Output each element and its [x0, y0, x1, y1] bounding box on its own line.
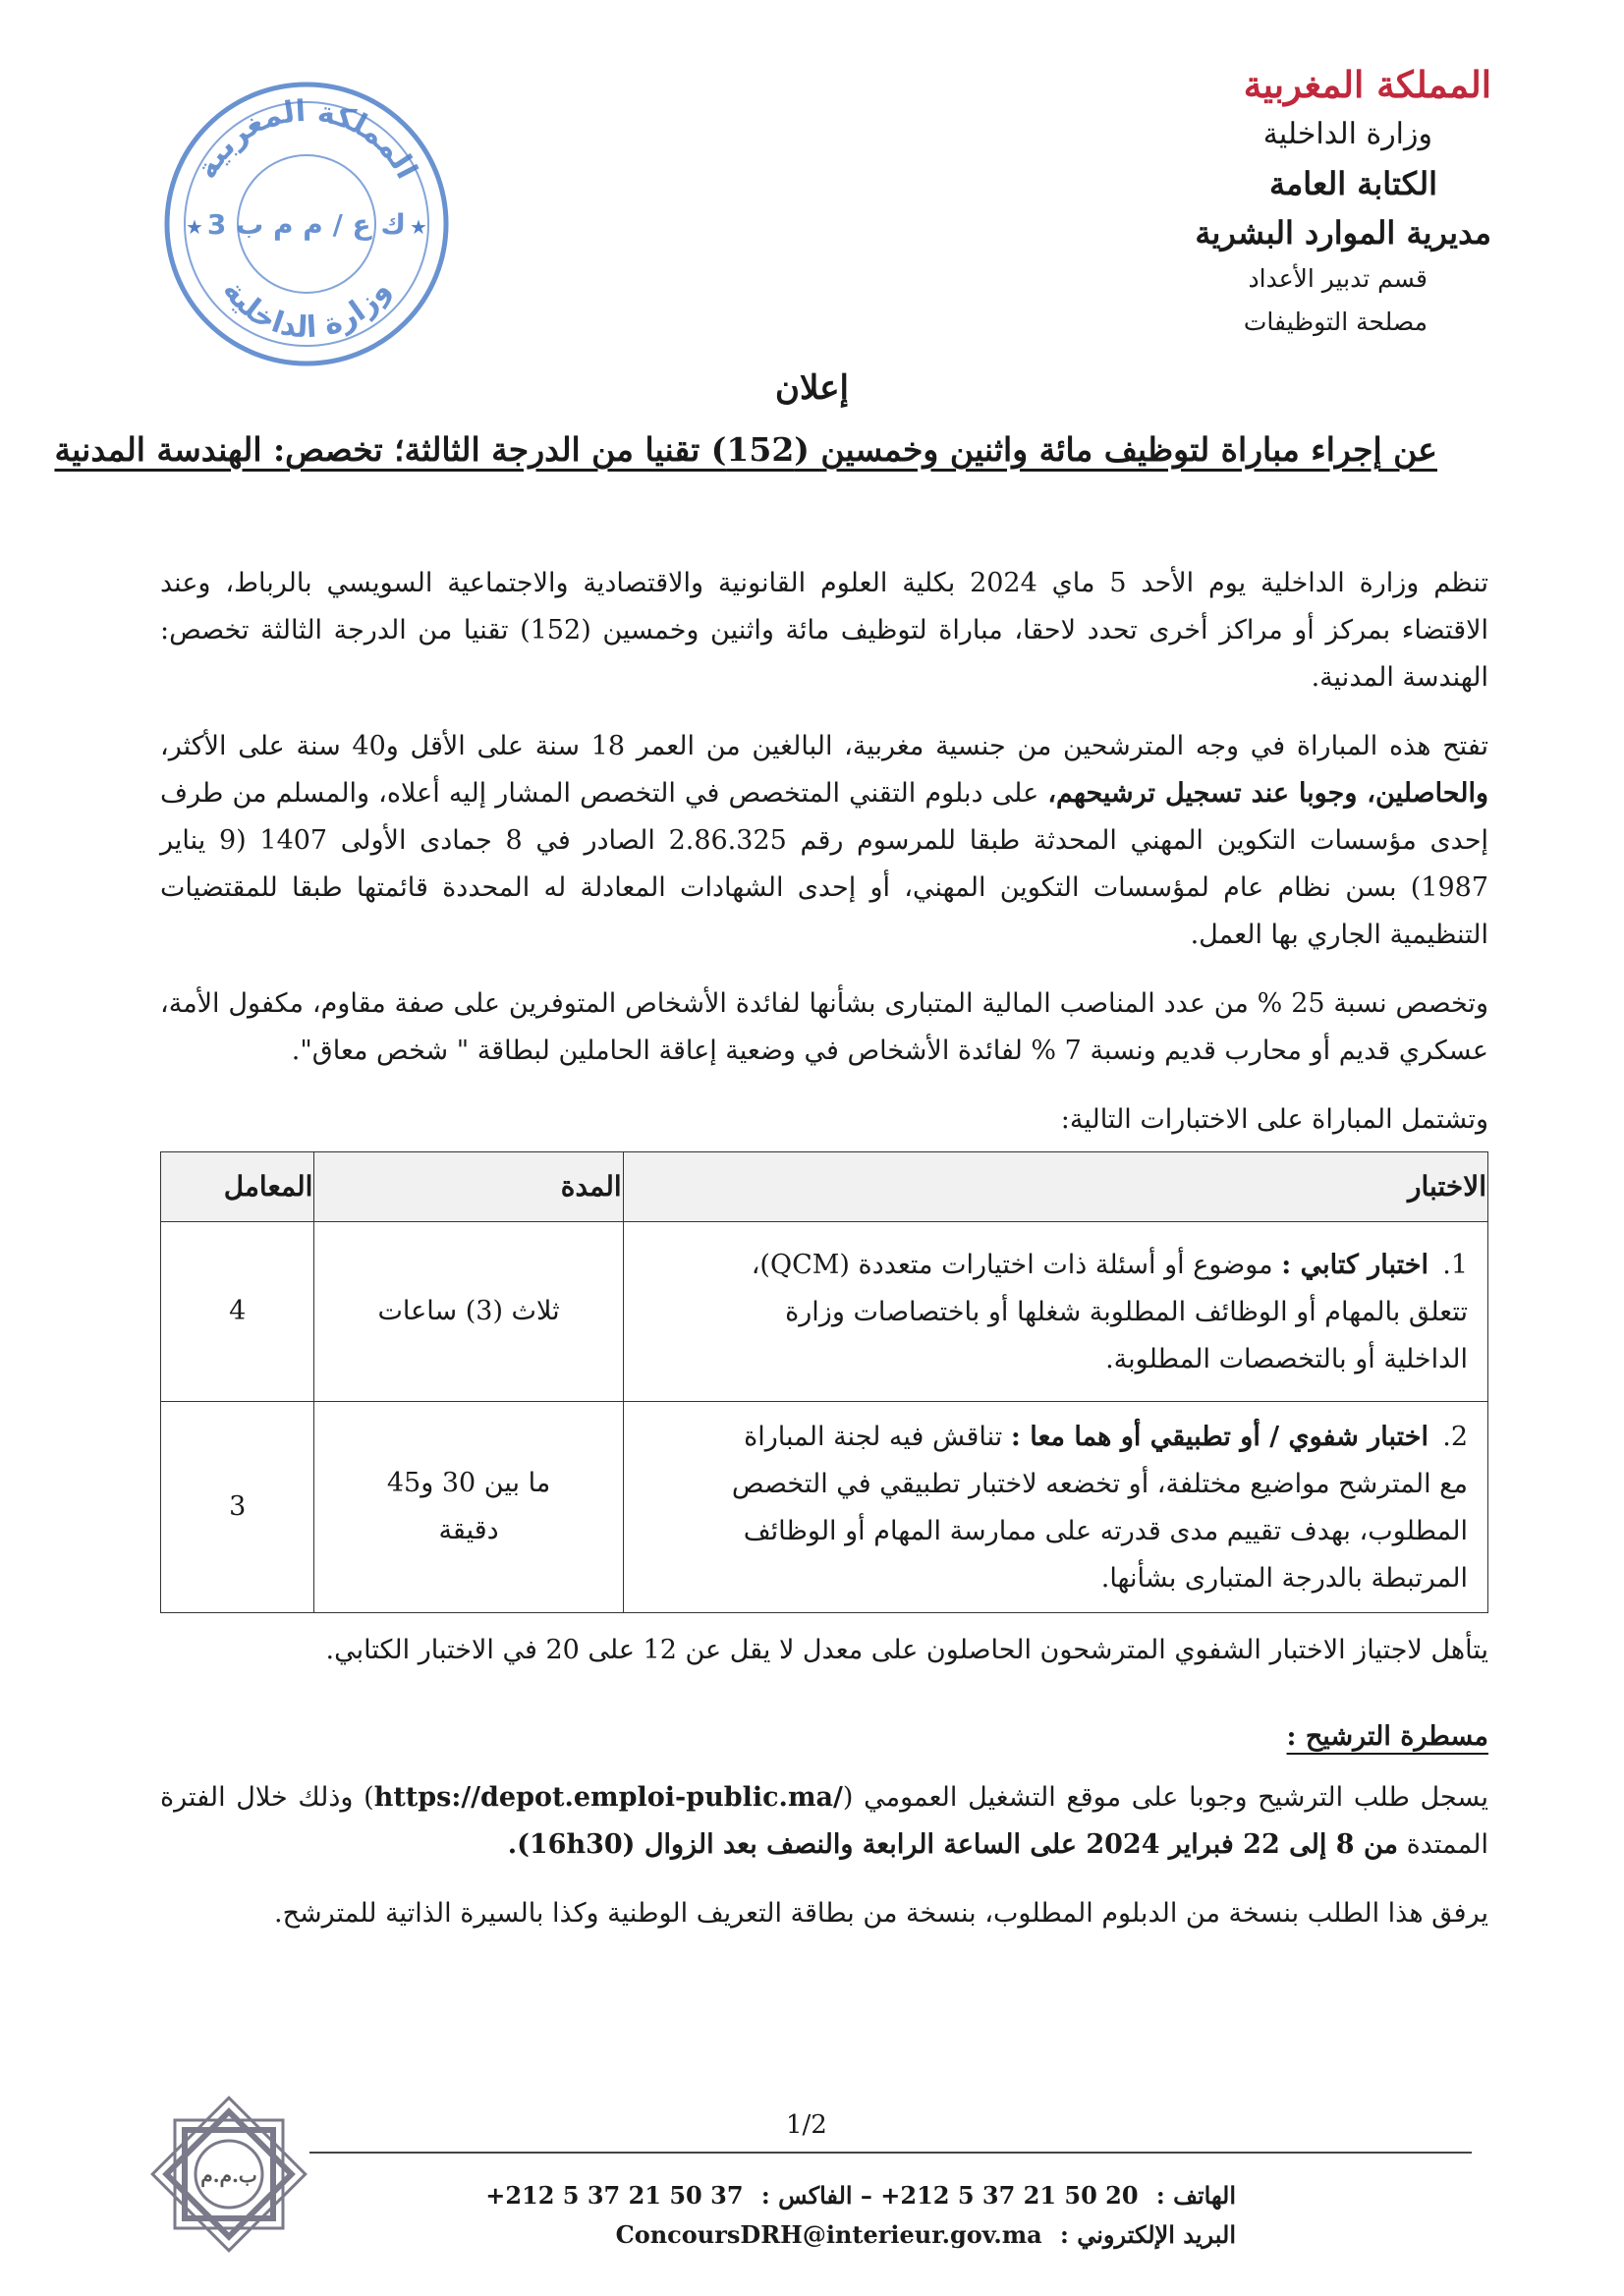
contact-info: [352, 2176, 1236, 2255]
phone-label: الهاتف :: [1155, 2181, 1236, 2210]
stamp-top-text: المملكة المغربية: [189, 93, 424, 185]
paragraph-venue: تنظم وزارة الداخلية يوم الأحد 5 ماي 2024 بكلية العلوم القانونية والاقتصادية والاجتماعية السويسي بالرباط، وعند الاقتضاء بمركز أو مراكز أخرى تحدد لاحقا، مباراة لتوظيف مائة واثنين وخمسين (152) تقنيا من الدرجة الثالثة تخصص: الهندسة المدنية.: [160, 568, 1488, 693]
paragraph-quota: وتخصص نسبة 25 % من عدد المناصب المالية المتبارى بشأنها لفائدة الأشخاص المتوفرين على صفة مقاوم، مكفول الأمة، عسكري قديم أو محارب قديم ونسبة 7 % لفائدة الأشخاص في وضعية إعاقة الحاملين لبطاقة " شخص معاق".: [160, 988, 1488, 1066]
announcement-title: إعلان: [775, 368, 849, 408]
contact-phone-line: [352, 2176, 1236, 2215]
text-span: ) وذلك خلال الفترة الممتدة: [160, 1782, 1488, 1860]
official-stamp: [159, 77, 454, 371]
table-row: [161, 1402, 1488, 1613]
page-number: 1/2: [786, 2110, 827, 2140]
stamp-bottom-text: وزارة الداخلية: [215, 273, 398, 346]
division-name: قسم تدبير الأعداد: [1248, 264, 1428, 293]
announcement-body: [160, 560, 1488, 1959]
footer-divider: [309, 2152, 1472, 2154]
duration-cell: ثلاث (3) ساعات: [314, 1222, 623, 1402]
application-link[interactable]: https://depot.emploi-public.ma/: [373, 1782, 843, 1813]
header-coef: المعامل: [161, 1152, 314, 1222]
table-row: [161, 1222, 1488, 1402]
test-description: موضوع أو أسئلة ذات اختيارات متعددة (QCM)، تتعلق بالمهام أو الوظائف المطلوبة شغلها أو باختصاصات وزارة الداخلية أو بالتخصصات المطلوبة.: [751, 1250, 1468, 1374]
paragraph-eligibility: [160, 723, 1488, 959]
header-duration: المدة: [314, 1152, 623, 1222]
coef-cell: 3: [161, 1402, 314, 1613]
test-name: اختبار شفوي / أو تطبيقي أو هما معا :: [1010, 1422, 1428, 1452]
text-span: تفتح هذه المباراة في وجه المترشحين من جنسية مغربية، البالغين من العمر 18 سنة على الأقل و40 سنة على الأكثر،: [160, 731, 1488, 761]
coef-cell: 4: [161, 1222, 314, 1402]
test-description: تناقش فيه لجنة المباراة مع المترشح مواضيع مختلفة، أو تخضعه لاختبار تطبيقي في التخصص المطلوب، بهدف تقييم مدى قدرته على ممارسة المهام أو الوظائف المرتبطة بالدرجة المتبارى بشأنها.: [731, 1422, 1468, 1594]
test-cell: [623, 1402, 1487, 1613]
ministry-name: وزارة الداخلية: [1262, 117, 1432, 151]
directorate-name: مديرية الموارد البشرية: [1195, 214, 1491, 252]
email-label: البريد الإلكتروني :: [1060, 2220, 1236, 2249]
paragraph-attachments: يرفق هذا الطلب بنسخة من الدبلوم المطلوب، بنسخة من بطاقة التعريف الوطنية وكذا بالسيرة الذاتية للمترشح.: [274, 1898, 1488, 1929]
text-span: يسجل طلب الترشيح وجوبا على موقع التشغيل العمومي (: [842, 1782, 1488, 1813]
logo-text: ب.م.م: [200, 2163, 257, 2187]
fax-label: – الفاكس :: [760, 2181, 872, 2210]
procedure-heading-text: مسطرة الترشيح :: [1286, 1721, 1488, 1752]
bold-span: والحاصلين، وجوبا عند تسجيل ترشيحهم،: [1047, 778, 1488, 809]
bold-span: من 8 إلى 22 فبراير 2024 على الساعة الرابعة والنصف بعد الزوال (16h30).: [507, 1829, 1398, 1860]
contact-email-line: [352, 2215, 1236, 2255]
paragraph-qualification: يتأهل لاجتياز الاختبار الشفوي المترشحون الحاصلون على معدل لا يقل عن 12 على 20 في الاختبار الكتابي.: [325, 1635, 1488, 1665]
fax-number: +212 5 37 21 50 37: [485, 2181, 744, 2210]
paragraph-application: [160, 1774, 1488, 1869]
star-icon: ★: [410, 215, 427, 239]
service-name: مصلحة التوظيفات: [1243, 308, 1428, 336]
text-span: على دبلوم التقني المتخصص في التخصص المشار إليه أعلاه، والمسلم من طرف إحدى مؤسسات التكوين المهني المحدثة طبقا للمرسوم رقم 2.86.325 الصادر في 8 جمادى الأولى 1407 (9 يناير 1987) بسن نظام عام لمؤسسات التكوين المهني، أو إحدى الشهادات المعادلة له المحددة قائمتها طبقا للمقتضيات التنظيمية الجاري بها العمل.: [160, 778, 1489, 950]
test-number: 2.: [1442, 1422, 1468, 1452]
phone-number: +212 5 37 21 50 20: [880, 2181, 1139, 2210]
stamp-code: ك ع / م م ب 3: [206, 208, 407, 241]
procedure-heading: [160, 1713, 1488, 1761]
letterhead: [1079, 59, 1491, 344]
test-name: اختبار كتابي :: [1281, 1250, 1428, 1280]
header-test: الاختبار: [623, 1152, 1487, 1222]
ministry-logo: [145, 2091, 312, 2258]
test-number: 1.: [1442, 1250, 1468, 1280]
duration-cell: ما بين 30 و45 دقيقة: [314, 1402, 623, 1613]
tests-table: [160, 1151, 1488, 1613]
email-address[interactable]: ConcoursDRH@interieur.gov.ma: [615, 2220, 1042, 2249]
paragraph-tests-intro: وتشتمل المباراة على الاختبارات التالية:: [1060, 1104, 1488, 1135]
announcement-subtitle: عن إجراء مباراة لتوظيف مائة واثنين وخمسين (152) تقنيا من الدرجة الثالثة؛ تخصص: الهندسة المدنية: [54, 430, 1437, 469]
kingdom-name: المملكة المغربية: [1243, 63, 1491, 106]
star-icon: ★: [186, 215, 203, 239]
test-cell: [623, 1222, 1487, 1402]
table-header-row: [161, 1152, 1488, 1222]
secretariat-name: الكتابة العامة: [1268, 165, 1437, 202]
